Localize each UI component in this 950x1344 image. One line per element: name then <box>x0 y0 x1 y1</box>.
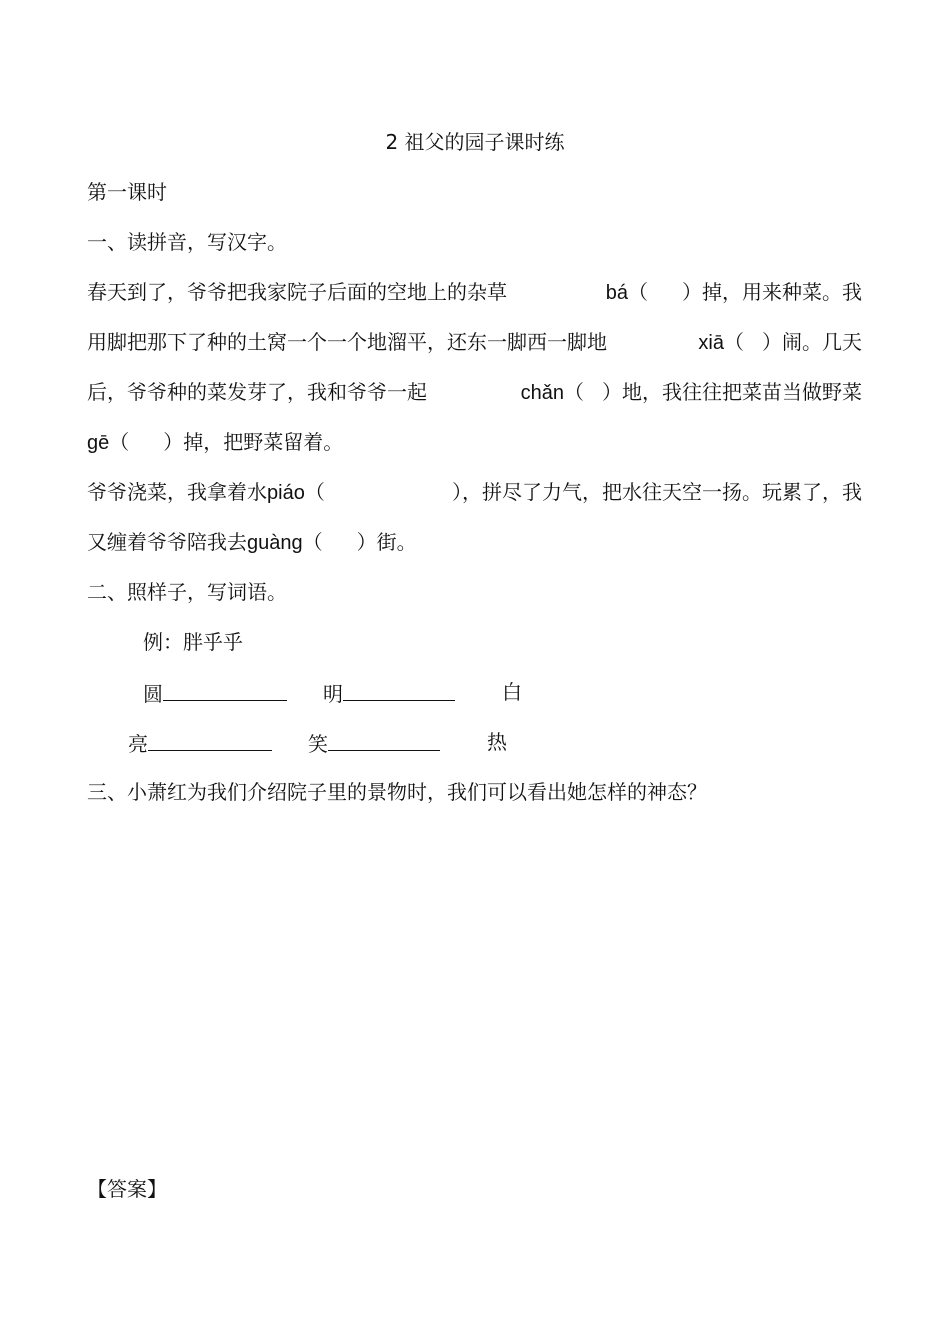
word-item: 亮 <box>128 728 272 758</box>
word-item: 笑 <box>308 728 440 758</box>
para1-line2: 用脚把那下了种的土窝一个一个地溜平，还东一脚西一脚地 xiā（ ）闹。几天 <box>87 328 862 357</box>
word-item: 白 <box>502 680 522 704</box>
pinyin-piao: 爷爷浇菜，我拿着水piáo（ <box>87 480 325 504</box>
para2-line1: 爷爷浇菜，我拿着水piáo（ ），拼尽了力气，把水往天空一扬。玩累了，我 <box>87 478 862 507</box>
pinyin-ba: bá（ ）掉，用来种菜。我 <box>605 280 862 304</box>
pinyin-chan: chǎn（ ）地，我往往把菜苗当做野菜 <box>520 380 862 404</box>
section3-heading: 三、小萧红为我们介绍院子里的景物时，我们可以看出她怎样的神态？ <box>87 780 707 804</box>
word-item: 圆 <box>143 678 287 708</box>
para1-line1: 春天到了，爷爷把我家院子后面的空地上的杂草 bá（ ）掉，用来种菜。我 <box>87 278 862 307</box>
lesson-label: 第一课时 <box>87 180 167 204</box>
section1-heading: 一、读拼音，写汉字。 <box>87 230 287 254</box>
para1-line4: gē（ ）掉，把野菜留着。 <box>87 430 344 454</box>
answer-label: 【答案】 <box>87 1177 167 1201</box>
word-item: 明 <box>323 678 455 708</box>
answer-blank[interactable] <box>328 728 440 751</box>
answer-blank[interactable] <box>163 678 287 701</box>
example-word: 例：胖乎乎 <box>143 630 243 654</box>
answer-blank[interactable] <box>148 728 272 751</box>
para1-line3: 后，爷爷种的菜发芽了，我和爷爷一起 chǎn（ ）地，我往往把菜苗当做野菜 <box>87 378 862 407</box>
word-item: 热 <box>487 730 507 754</box>
answer-blank[interactable] <box>343 678 455 701</box>
section2-heading: 二、照样子，写词语。 <box>87 580 287 604</box>
pinyin-xia: xiā（ ）闹。几天 <box>698 330 862 354</box>
worksheet-title: 2 祖父的园子课时练 <box>385 130 565 154</box>
para2-line2: 又缠着爷爷陪我去guàng（ ）街。 <box>87 530 417 554</box>
